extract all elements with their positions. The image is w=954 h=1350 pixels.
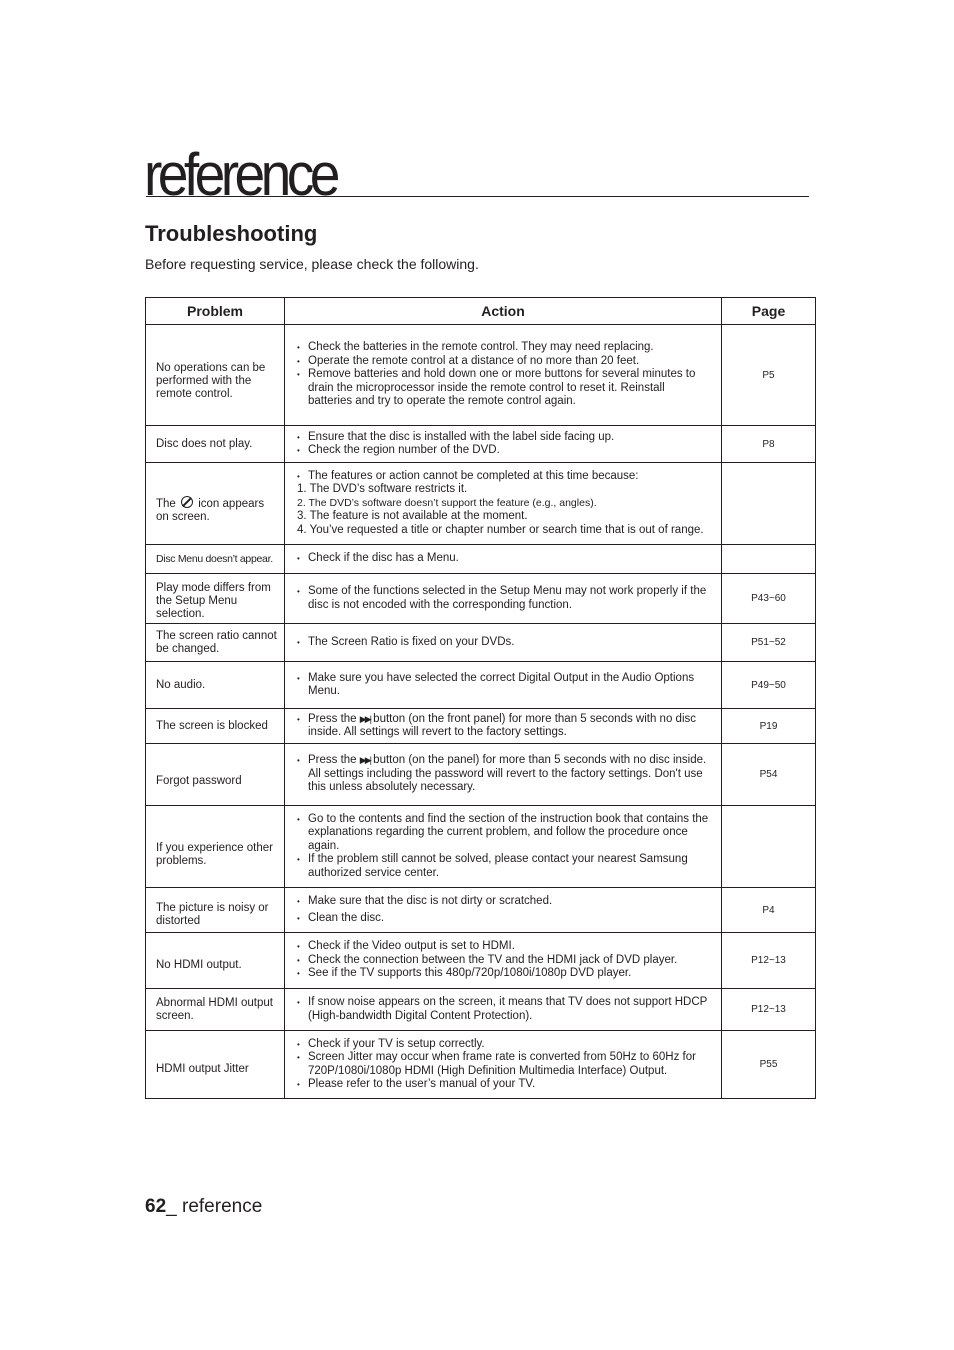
table-row <box>146 545 816 574</box>
action-line: 2. The DVD’s software doesn’t support the feature (e.g., angles). <box>297 496 597 509</box>
action-item: • Remove batteries and hold down one or more buttons for several minutes to drain the microprocessor inside the remote control to reset it. Reinstall batteries and try to operate the remote control again. <box>297 368 710 409</box>
table-row <box>146 624 816 662</box>
action-item: • Check the connection between the TV and the HDMI jack of DVD player. <box>297 954 710 968</box>
action-line: 3. The feature is not available at the moment. <box>297 510 528 523</box>
troubleshooting-table <box>145 297 816 1099</box>
action-text: Press the <box>308 754 357 767</box>
problem-cell: No operations can be performed with the remote control. <box>146 325 285 426</box>
action-cell <box>285 624 722 662</box>
table-row <box>146 744 816 806</box>
table-row <box>146 806 816 888</box>
action-item: • Clean the disc. <box>297 912 710 926</box>
action-cell <box>285 574 722 624</box>
action-item: • Check the region number of the DVD. <box>297 444 710 458</box>
action-item: • The Screen Ratio is fixed on your DVDs. <box>297 636 710 650</box>
problem-cell: Play mode differs from the Setup Menu selection. <box>146 574 285 624</box>
action-item: • Check the batteries in the remote control. They may need replacing. <box>297 341 710 355</box>
page-cell: P43~60 <box>722 574 816 624</box>
problem-cell: HDMI output Jitter <box>146 1031 285 1099</box>
table-row <box>146 989 816 1031</box>
page-number: 62 <box>145 1196 167 1217</box>
page-cell: P12~13 <box>722 989 816 1031</box>
header-page: Page <box>722 298 816 325</box>
table-row <box>146 325 816 426</box>
page-cell: P5 <box>722 325 816 426</box>
action-item: • Ensure that the disc is installed with the label side facing up. <box>297 431 710 445</box>
action-item: • Please refer to the user’s manual of your TV. <box>297 1078 710 1092</box>
problem-cell <box>146 463 285 545</box>
table-row <box>146 933 816 989</box>
action-item <box>297 713 710 740</box>
table-row <box>146 574 816 624</box>
action-item: • If the problem still cannot be solved, please contact your nearest Samsung authorized service center. <box>297 853 710 880</box>
problem-cell: Disc does not play. <box>146 426 285 463</box>
action-item: • Make sure you have selected the correct Digital Output in the Audio Options Menu. <box>297 672 710 699</box>
action-line: 1. The DVD’s software restricts it. <box>297 483 468 496</box>
action-item: • Check if the Video output is set to HDMI. <box>297 940 710 954</box>
footer-label: reference <box>182 1196 263 1217</box>
action-text: Press the <box>308 712 357 725</box>
action-cell <box>285 1031 722 1099</box>
page-cell: P12~13 <box>722 933 816 989</box>
problem-suffix: icon appears on screen. <box>156 497 265 523</box>
title-rule <box>146 196 809 197</box>
problem-cell: Abnormal HDMI output screen. <box>146 989 285 1031</box>
action-text: button (on the panel) for more than 5 seconds with no disc inside. All settings including the password will revert to the factory settings. Don't use this unless absolutely necessary. <box>308 754 707 794</box>
page-cell: P49~50 <box>722 662 816 709</box>
section-title: reference <box>144 141 336 208</box>
table-row <box>146 888 816 933</box>
skip-forward-icon: ▶▶| <box>359 755 370 766</box>
page-footer <box>145 1196 262 1218</box>
action-cell <box>285 662 722 709</box>
problem-cell: Disc Menu doesn’t appear. <box>146 545 285 574</box>
action-cell <box>285 325 722 426</box>
page-cell: P4 <box>722 888 816 933</box>
action-item: • Screen Jitter may occur when frame rate is converted from 50Hz to 60Hz for 720P/1080i/1080p HDMI (High Definition Multimedia Interface) Output. <box>297 1051 710 1078</box>
page-cell: P8 <box>722 426 816 463</box>
skip-forward-icon: ▶▶| <box>359 713 370 724</box>
action-item <box>297 754 710 795</box>
page-cell <box>722 806 816 888</box>
intro-text: Before requesting service, please check the following. <box>145 256 479 272</box>
prohibited-icon <box>181 496 193 508</box>
problem-prefix: The <box>156 497 176 510</box>
action-item: • Some of the functions selected in the Setup Menu may not work properly if the disc is not encoded with the corresponding function. <box>297 585 710 612</box>
page-cell: P51~52 <box>722 624 816 662</box>
action-item: • Go to the contents and find the section of the instruction book that contains the explanations regarding the current problem, and follow the procedure once again. <box>297 813 710 854</box>
page-title: Troubleshooting <box>145 221 318 246</box>
problem-cell: No HDMI output. <box>146 933 285 989</box>
action-cell <box>285 933 722 989</box>
problem-cell: The picture is noisy or distorted <box>146 888 285 933</box>
table-header-row <box>146 298 816 325</box>
page-cell: P19 <box>722 709 816 744</box>
table-row <box>146 662 816 709</box>
action-item: • Operate the remote control at a distance of no more than 20 feet. <box>297 355 710 369</box>
action-cell <box>285 806 722 888</box>
action-line: 4. You’ve requested a title or chapter number or search time that is out of range. <box>297 523 704 536</box>
action-cell <box>285 545 722 574</box>
header-action: Action <box>285 298 722 325</box>
action-cell <box>285 888 722 933</box>
table-row <box>146 1031 816 1099</box>
action-cell <box>285 709 722 744</box>
problem-cell: The screen ratio cannot be changed. <box>146 624 285 662</box>
action-item: • If snow noise appears on the screen, it means that TV does not support HDCP (High-bandwidth Digital Content Protection). <box>297 996 710 1023</box>
table-row <box>146 426 816 463</box>
action-item: • Make sure that the disc is not dirty or scratched. <box>297 895 710 909</box>
action-item: • Check if your TV is setup correctly. <box>297 1038 710 1052</box>
action-text: button (on the front panel) for more than 5 seconds with no disc inside. All settings will revert to the factory settings. <box>308 712 696 738</box>
page-cell: P55 <box>722 1031 816 1099</box>
problem-cell: If you experience other problems. <box>146 806 285 888</box>
table-row <box>146 463 816 545</box>
action-item: • Check if the disc has a Menu. <box>297 552 710 566</box>
footer-separator: _ <box>166 1196 182 1217</box>
page-cell <box>722 463 816 545</box>
action-cell <box>285 426 722 463</box>
problem-cell: The screen is blocked <box>146 709 285 744</box>
page-cell: P54 <box>722 744 816 806</box>
table-row <box>146 709 816 744</box>
problem-cell: Forgot password <box>146 744 285 806</box>
action-item: • See if the TV supports this 480p/720p/1080i/1080p DVD player. <box>297 967 710 981</box>
action-cell <box>285 744 722 806</box>
problem-cell: No audio. <box>146 662 285 709</box>
header-problem: Problem <box>146 298 285 325</box>
action-cell <box>285 989 722 1031</box>
action-item: • The features or action cannot be completed at this time because: <box>297 470 710 484</box>
page-cell <box>722 545 816 574</box>
action-cell <box>285 463 722 545</box>
